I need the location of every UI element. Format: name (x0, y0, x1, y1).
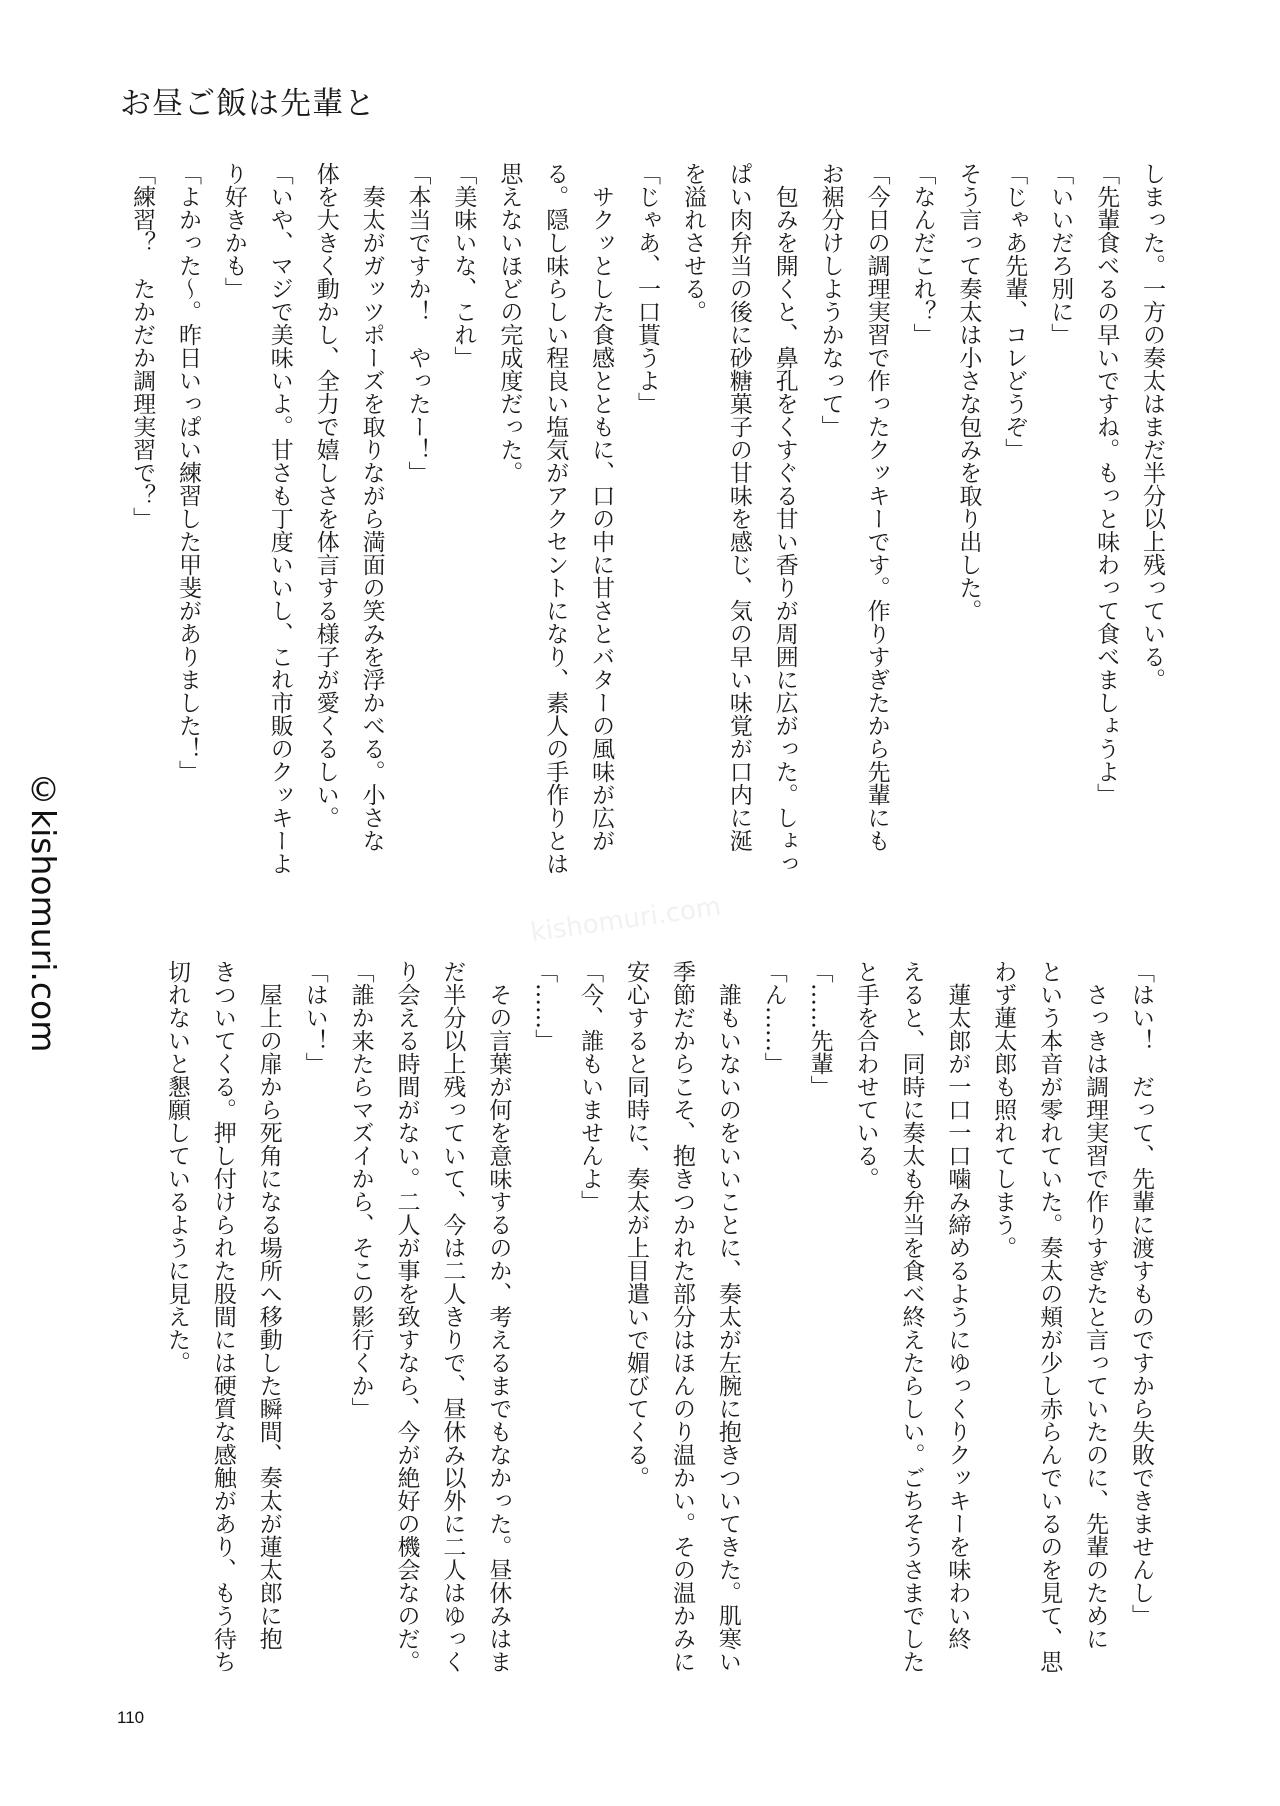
text-line: 「はい！」 (301, 960, 328, 1075)
text-line: 「なんだこれ？」 (909, 162, 936, 346)
text-line: 「よかった～。昨日いっぱい練習した甲斐がありました！」 (174, 162, 201, 783)
text-line: 安心すると同時に、奏太が上目遣いで媚びてくる。 (623, 960, 650, 1489)
text-line: ぱい肉弁当の後に砂糖菓子の甘味を感じ、気の早い味覚が口内に涎 (725, 162, 752, 852)
text-line: 「……」 (531, 960, 558, 1052)
text-line: 「じゃあ先輩、コレどうぞ」 (1001, 162, 1028, 461)
lower-text-block (153, 960, 1163, 1673)
text-line: 「じゃあ、一口貰うよ」 (634, 162, 661, 415)
text-line: と手を合わせている。 (852, 960, 879, 1190)
text-line: り好きかも」 (220, 162, 247, 300)
text-line: 体を大きく動かし、全力で嬉しさを体言する様子が愛くるしい。 (312, 162, 339, 829)
text-line: その言葉が何を意味するのか、考えるまでもなかった。昼休みはま (485, 960, 512, 1673)
copyright-watermark: ©kishomuri.com (24, 770, 63, 1053)
text-line: お裾分けしようかなって」 (817, 162, 844, 438)
text-line: だ半分以上残っていて、今は二人きりで、昼休み以外に二人はゆっく (439, 960, 466, 1673)
text-line: 「今日の調理実習で作ったクッキーです。作りすぎたから先輩にも (863, 162, 890, 852)
text-line: 切れないと懇願しているように見えた。 (163, 960, 190, 1374)
text-line: 「はい！ だって、先輩に渡すものですから失敗できませんし」 (1128, 960, 1154, 1627)
faint-watermark: kishomuri.com (528, 891, 723, 949)
text-line: きついてくる。押し付けられた股間には硬質な感触があり、もう待ち (209, 960, 236, 1673)
text-line: を溢れさせる。 (679, 162, 706, 323)
text-line: という本音が零れていた。奏太の頬が少し赤らんでいるのを見て、思 (1036, 960, 1063, 1673)
text-line: えると、同時に奏太も弁当を食べ終えたらしい。ごちそうさまでした (898, 960, 925, 1673)
upper-text-block (118, 162, 1174, 875)
text-line: 奏太がガッツポーズを取りながら満面の笑みを浮かべる。小さな (358, 162, 385, 852)
text-line: 「本当ですか！ やったー！」 (404, 162, 431, 484)
text-line: 「ん……」 (760, 960, 787, 1075)
text-line: 「……先輩」 (806, 960, 833, 1098)
text-line: る。隠し味らしい程良い塩気がアクセントになり、素人の手作りとは (542, 162, 569, 875)
text-line: 誰もいないのをいいことに、奏太が左腕に抱きついてきた。肌寒い (714, 960, 741, 1673)
text-line: 「先輩食べるの早いですね。もっと味わって食べましょうよ」 (1093, 162, 1120, 806)
text-line: 季節だからこそ、抱きつかれた部分はほんのり温かい。その温かみに (668, 960, 695, 1673)
text-line: さっきは調理実習で作りすぎたと言っていたのに、先輩のために (1082, 960, 1109, 1650)
text-line: 「今、誰もいませんよ」 (577, 960, 604, 1213)
text-line: 「練習？ たかだか調理実習で？」 (129, 162, 156, 530)
page-number: 110 (117, 1708, 145, 1727)
text-line: 思えないほどの完成度だった。 (496, 162, 523, 484)
text-line: 包みを開くと、鼻孔をくすぐる甘い香りが周囲に広がった。しょっ (771, 162, 798, 875)
text-line: 「誰か来たらマズイから、そこの影行くか」 (347, 960, 374, 1420)
text-line: 「美味いな、これ」 (450, 162, 477, 369)
text-line: サクッとした食感とともに、口の中に甘さとバターの風味が広が (588, 162, 615, 852)
text-line: 屋上の扉から死角になる場所へ移動した瞬間、奏太が蓮太郎に抱 (255, 960, 282, 1650)
text-line: り会える時間がない。二人が事を致すなら、今が絶好の機会なのだ。 (393, 960, 420, 1673)
text-line: 「いいだろ別に」 (1047, 162, 1074, 346)
text-line: わず蓮太郎も照れてしまう。 (990, 960, 1017, 1259)
text-line: しまった。一方の奏太はまだ半分以上残っている。 (1139, 162, 1165, 691)
chapter-title: お昼ご飯は先輩と (120, 86, 376, 122)
text-line: 蓮太郎が一口一口噛み締めるようにゆっくりクッキーを味わい終 (944, 960, 971, 1650)
text-line: そう言って奏太は小さな包みを取り出した。 (955, 162, 982, 622)
text-line: 「いや、マジで美味いよ。甘さも丁度いいし、これ市販のクッキーよ (266, 162, 293, 875)
